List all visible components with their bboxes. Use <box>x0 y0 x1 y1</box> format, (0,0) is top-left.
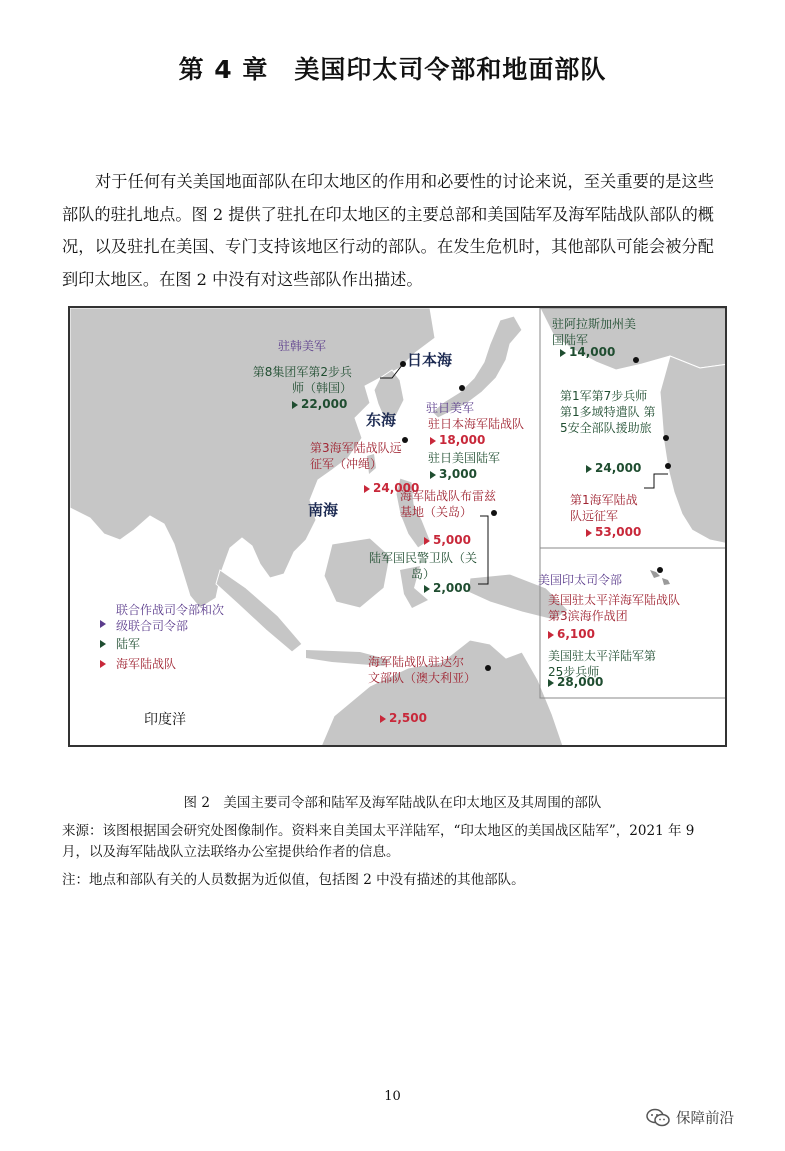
legend-marine: 海军陆战队 <box>100 656 230 672</box>
west-coast-marine-label: 第1海军陆战队远征军 <box>570 493 638 523</box>
legend-army-icon <box>100 640 106 648</box>
legend-marine-icon <box>100 660 106 668</box>
body-paragraph: 对于任何有关美国地面部队在印太地区的作用和必要性的讨论来说，至关重要的是这些部队的驻扎地点。图 2 提供了驻扎在印太地区的主要总部和美国陆军及海军陆战队部队的概况，以及驻扎在美国、专门支持该地区行动的部队。在发生危机时，其他部队可能会被分配到印太地区。在图 2 中没有对这些部队作出描述。 <box>62 172 714 289</box>
guam-guard-count: 2,000 <box>424 580 471 596</box>
watermark-text: 保障前沿 <box>676 1111 734 1127</box>
indopacom-hq-label: 美国印太司令部 <box>538 573 623 587</box>
hawaii-marine-label: 美国驻太平洋海军陆战队第3滨海作战团 <box>548 593 681 623</box>
alaska-unit-label: 驻阿拉斯加州美国陆军 <box>552 317 637 347</box>
figure-caption: 图 2 美国主要司令部和陆军及海军陆战队在印太地区及其周围的部队 <box>183 795 602 811</box>
hawaii-dot <box>657 567 663 573</box>
hawaii-army-label: 美国驻太平洋陆军第25步兵师 <box>548 649 657 679</box>
korea-unit-label: 第8集团军第2步兵师（韩国） <box>252 365 352 395</box>
indo-pacific-map <box>68 306 727 747</box>
australia-count: 2,500 <box>380 710 427 726</box>
korea-count: 22,000 <box>292 396 347 412</box>
washington-dot <box>663 435 669 441</box>
california-leader-line <box>644 474 668 488</box>
legend-joint-icon <box>100 620 106 628</box>
sea-of-japan-label: 日本海 <box>407 351 453 369</box>
indian-ocean-label: 印度洋 <box>144 712 186 728</box>
japan-marine-count: 18,000 <box>430 432 485 448</box>
west-coast-marine-count: 53,000 <box>586 524 641 540</box>
page-number: 10 <box>384 1089 401 1104</box>
japan-army-count: 3,000 <box>430 466 477 482</box>
north-america-landmass <box>660 356 727 544</box>
source-note: 来源：该图根据国会研究处图像制作。资料来自美国太平洋陆军，“印太地区的美国战区陆军”，2021 年 9 月，以及海军陆战队立法联络办公室提供给作者的信息。 <box>62 823 695 860</box>
japan-army-label: 驻日美国陆军 <box>428 451 501 465</box>
australia-unit-label: 海军陆战队驻达尔文部队（澳大利亚） <box>368 655 477 685</box>
footnote: 注：地点和部队有关的人员数据为近似值，包括图 2 中没有描述的其他部队。 <box>62 872 525 888</box>
west-coast-army-label: 第1军第7步兵师 第1多域特遣队 第5安全部队援助旅 <box>560 389 656 435</box>
japan-hq-label: 驻日美军 <box>426 401 475 415</box>
okinawa-unit-label: 第3海军陆战队远征军（冲绳） <box>310 441 402 471</box>
california-dot <box>665 463 671 469</box>
chapter-heading: 美国印太司令部和地面部队 <box>294 55 607 84</box>
alaska-dot <box>633 357 639 363</box>
darwin-dot <box>485 665 491 671</box>
south-sea-label: 南海 <box>308 501 339 519</box>
guam-marine-count: 5,000 <box>424 532 471 548</box>
japan-marine-label: 驻日本海军陆战队 <box>428 417 525 431</box>
hawaii-marine-count: 6,100 <box>548 626 595 642</box>
guam-marine-label: 海军陆战队布雷兹基地（关岛） <box>400 489 497 519</box>
tokyo-dot <box>459 385 465 391</box>
west-coast-army-count: 24,000 <box>586 460 641 476</box>
wechat-icon <box>646 1108 670 1128</box>
guam-guard-label: 陆军国民警卫队（关岛） <box>368 551 477 581</box>
east-sea-label: 东海 <box>366 411 397 429</box>
legend-army: 陆军 <box>100 636 230 652</box>
watermark <box>646 1107 734 1128</box>
chapter-number: 第 4 章 <box>178 55 269 84</box>
hawaii-army-count: 28,000 <box>548 674 603 690</box>
map-legend <box>100 602 230 672</box>
korea-hq-label: 驻韩美军 <box>278 339 327 353</box>
okinawa-count: 24,000 <box>364 480 419 496</box>
legend-joint: 联合作战司令部和次级联合司令部 <box>100 602 230 634</box>
alaska-count: 14,000 <box>560 344 615 360</box>
chapter-title <box>0 50 785 86</box>
